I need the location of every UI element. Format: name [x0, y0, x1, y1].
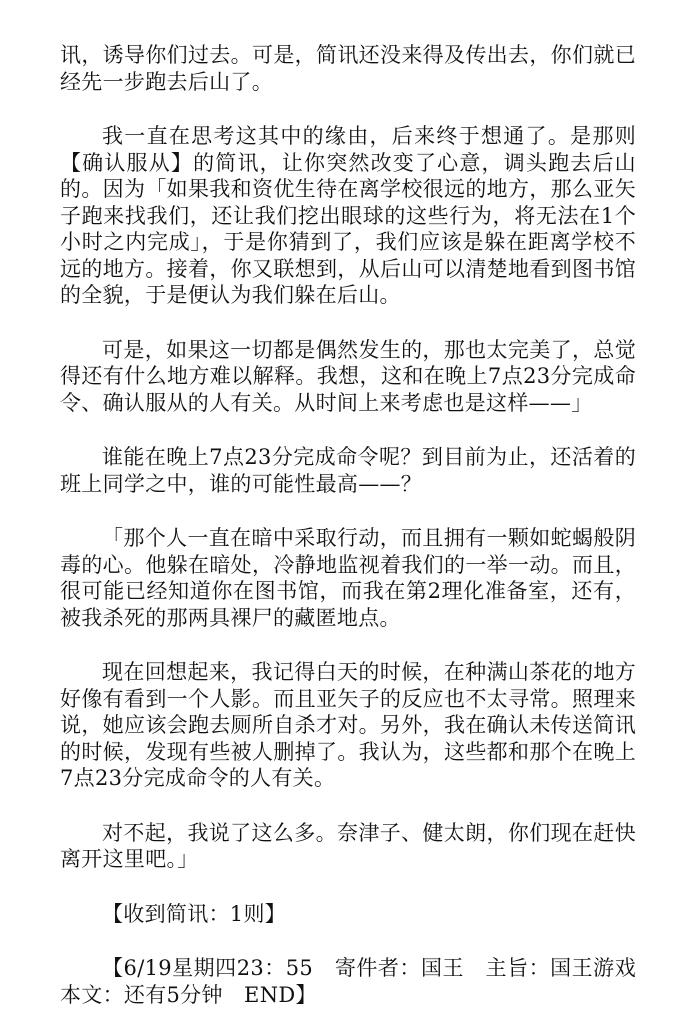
paragraph-2: 我一直在思考这其中的缘由，后来终于想通了。是那则【确认服从】的简讯，让你突然改变了心意，调头跑去后山的。因为「如果我和资优生待在离学校很远的地方，那么亚矢子跑来找我们，还让我们挖出眼球的这些行为，将无法在1个小时之内完成」，于是你猜到了，我们应该是躲在距离学校不远的地方。接着，你又联想到，从后山可以清楚地看到图书馆的全貌，于是便认为我们躲在后山。 — [60, 124, 636, 307]
book-page — [60, 42, 658, 1036]
king-message: 【6/19星期四23：55 寄件者：国王 主旨：国王游戏 本文：还有5分钟 END】 — [60, 956, 658, 1007]
paragraph-6: 现在回想起来，我记得白天的时候，在种满山茶花的地方好像有看到一个人影。而且亚矢子的反应也不太寻常。照理来说，她应该会跑去厕所自杀才对。另外，我在确认未传送简讯的时候，发现有些被人删掉了。我认为，这些都和那个在晚上7点23分完成命令的人有关。 — [60, 660, 636, 790]
paragraph-7: 对不起，我说了这么多。奈津子、健太朗，你们现在赶快离开这里吧。」 — [60, 820, 636, 871]
message-received-notice: 【收到简讯：1则】 — [102, 901, 287, 926]
paragraph-5: 「那个人一直在暗中采取行动，而且拥有一颗如蛇蝎般阴毒的心。他躲在暗处，冷静地监视着我们的一举一动。而且，很可能已经知道你在图书馆，而我在第2理化准备室，还有，被我杀死的那两具裸尸的藏匿地点。 — [60, 526, 636, 630]
paragraph-3: 可是，如果这一切都是偶然发生的，那也太完美了，总觉得还有什么地方难以解释。我想，这和在晚上7点23分完成命令、确认服从的人有关。从时间上来考虑也是这样——」 — [60, 337, 636, 415]
paragraph-4: 谁能在晚上7点23分完成命令呢？到目前为止，还活着的班上同学之中，谁的可能性最高——？ — [60, 445, 636, 496]
paragraph-1: 讯，诱导你们过去。可是，简讯还没来得及传出去，你们就已经先一步跑去后山了。 — [60, 43, 636, 94]
